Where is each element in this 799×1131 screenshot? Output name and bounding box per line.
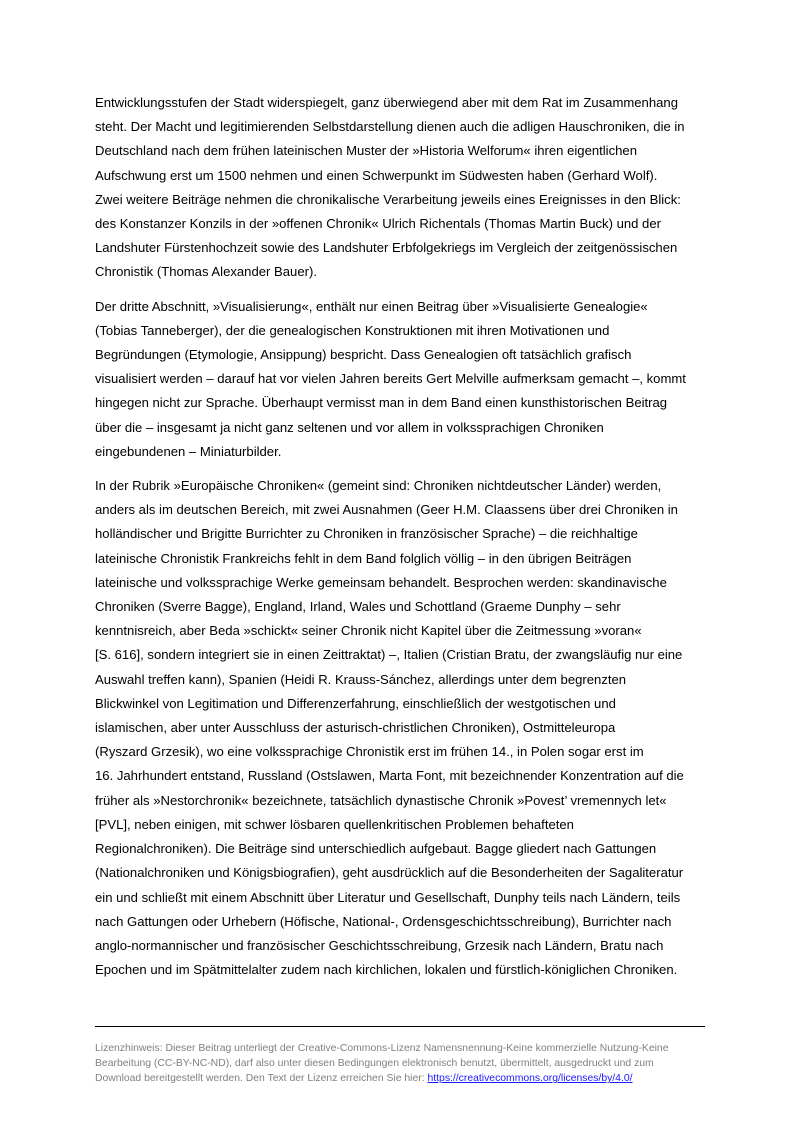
- text-line: anders als im deutschen Bereich, mit zwei Ausnahmen (Geer H.M. Claassens über drei Chroniken in: [95, 502, 678, 518]
- license-line-1: Lizenzhinweis: Dieser Beitrag unterliegt der Creative-Commons-Lizenz Namensnennung-Keine kommerzielle Nutzung-Keine: [95, 1043, 669, 1054]
- text-line: nach Gattungen oder Urhebern (Höfische, National-, Ordensgeschichtsschreibung), Burrichter nach: [95, 913, 672, 929]
- text-line: (Nationalchroniken und Königsbiografien), geht ausdrücklich auf die Besonderheiten der Sagaliteratur: [95, 865, 684, 881]
- text-line: Epochen und im Spätmittelalter zudem nach kirchlichen, lokalen und fürstlich-königlichen Chroniken.: [95, 962, 678, 978]
- text-line: Landshuter Fürstenhochzeit sowie des Landshuter Erbfolgekriegs im Vergleich der zeitgenössischen: [95, 240, 678, 256]
- text-line: hingegen nicht zur Sprache. Überhaupt vermisst man in dem Band einen kunsthistorischen Beitrag: [95, 395, 668, 411]
- text-line: [PVL], neben einigen, mit schwer lösbaren quellenkritischen Problemen behafteten: [95, 816, 574, 832]
- text-line: (Tobias Tanneberger), der die genealogischen Konstruktionen mit ihren Motivationen und: [95, 322, 610, 338]
- footer-divider: [95, 1026, 705, 1027]
- text-line: Regionalchroniken). Die Beiträge sind unterschiedlich aufgebaut. Bagge gliedert nach Gattungen: [95, 841, 657, 857]
- paragraph-3: [95, 474, 707, 982]
- text-line: holländischer und Brigitte Burrichter zu Chroniken in französischer Sprache) – die reichhaltige: [95, 526, 638, 542]
- license-line-3-text: Download bereitgestellt werden. Den Text der Lizenz erreichen Sie hier:: [95, 1073, 428, 1085]
- text-line: lateinische Chronistik Frankreichs fehlt in dem Band folglich völlig – in den übrigen Beiträgen: [95, 550, 632, 566]
- text-line: eingebundenen – Miniaturbilder.: [95, 443, 282, 459]
- text-line: Deutschland nach dem frühen lateinischen Muster der »Historia Welforum« ihren eigentlichen: [95, 143, 637, 159]
- text-line: Chronistik (Thomas Alexander Bauer).: [95, 264, 317, 280]
- text-line: Chroniken (Sverre Bagge), England, Irland, Wales und Schottland (Graeme Dunphy – sehr: [95, 599, 621, 615]
- text-line: Der dritte Abschnitt, »Visualisierung«, enthält nur einen Beitrag über »Visualisierte Genealogie«: [95, 298, 648, 314]
- license-footer: [95, 1041, 707, 1087]
- text-line: In der Rubrik »Europäische Chroniken« (gemeint sind: Chroniken nichtdeutscher Länder) werden,: [95, 478, 662, 494]
- text-line: (Ryszard Grzesik), wo eine volkssprachige Chronistik erst im frühen 14., in Polen sogar erst im: [95, 744, 644, 760]
- text-line: Auswahl treffen kann), Spanien (Heidi R. Krauss-Sánchez, allerdings unter dem begrenzten: [95, 671, 627, 687]
- text-line: Blickwinkel von Legitimation und Differenzerfahrung, einschließlich der westgotischen und: [95, 695, 616, 711]
- paragraph-2: [95, 295, 707, 464]
- text-line: [S. 616], sondern integriert sie in einen Zeittraktat) –, Italien (Cristian Bratu, der zwangsläufig nur eine: [95, 647, 683, 663]
- text-line: über die – insgesamt ja nicht ganz seltenen und vor allem in volkssprachigen Chroniken: [95, 419, 604, 435]
- text-line: steht. Der Macht und legitimierenden Selbstdarstellung dienen auch die adligen Hauschroniken, die in: [95, 119, 685, 135]
- text-line: Aufschwung erst um 1500 nehmen und einen Schwerpunkt im Südwesten haben (Gerhard Wolf).: [95, 167, 658, 183]
- text-line: lateinische und volkssprachige Werke gemeinsam behandelt. Besprochen werden: skandinavische: [95, 574, 667, 590]
- text-line: früher als »Nestorchronik« bezeichnete, tatsächlich dynastische Chronik »Povest’ vremennych let«: [95, 792, 667, 808]
- text-line: anglo-normannischer und französischer Geschichtsschreibung, Grzesik nach Ländern, Bratu nach: [95, 937, 664, 953]
- license-line-3: [95, 1071, 707, 1086]
- document-body: [95, 91, 707, 992]
- text-line: Entwicklungsstufen der Stadt widerspiegelt, ganz überwiegend aber mit dem Rat im Zusammenhang: [95, 95, 678, 110]
- paragraph-1: [95, 91, 707, 285]
- text-line: islamischen, aber unter Ausschluss der asturisch-christlichen Chroniken), Ostmitteleuropa: [95, 720, 616, 736]
- text-line: ein und schließt mit einem Abschnitt über Literatur und Gesellschaft, Dunphy teils nach Ländern, teils: [95, 889, 681, 905]
- license-link[interactable]: https://creativecommons.org/licenses/by/4.0/: [427, 1073, 633, 1085]
- text-line: visualisiert werden – darauf hat vor vielen Jahren bereits Gert Melville aufmerksam gemacht –, kommt: [95, 371, 686, 387]
- license-line-2: Bearbeitung (CC-BY-NC-ND), darf also unter diesen Bedingungen elektronisch benutzt, übermittelt, ausgedruckt und zum: [95, 1058, 654, 1070]
- text-line: des Konstanzer Konzils in der »offenen Chronik« Ulrich Richentals (Thomas Martin Buck) und der: [95, 216, 661, 232]
- text-line: Begründungen (Etymologie, Ansippung) bespricht. Dass Genealogien oft tatsächlich grafisch: [95, 347, 632, 363]
- text-line: kenntnisreich, aber Beda »schickt« seiner Chronik nicht Kapitel über die Zeitmessung »voran«: [95, 623, 642, 639]
- text-line: Zwei weitere Beiträge nehmen die chronikalische Verarbeitung jeweils eines Ereignisses in den Blick:: [95, 191, 681, 207]
- text-line: 16. Jahrhundert entstand, Russland (Ostslawen, Marta Font, mit bezeichnender Konzentration auf die: [95, 768, 684, 784]
